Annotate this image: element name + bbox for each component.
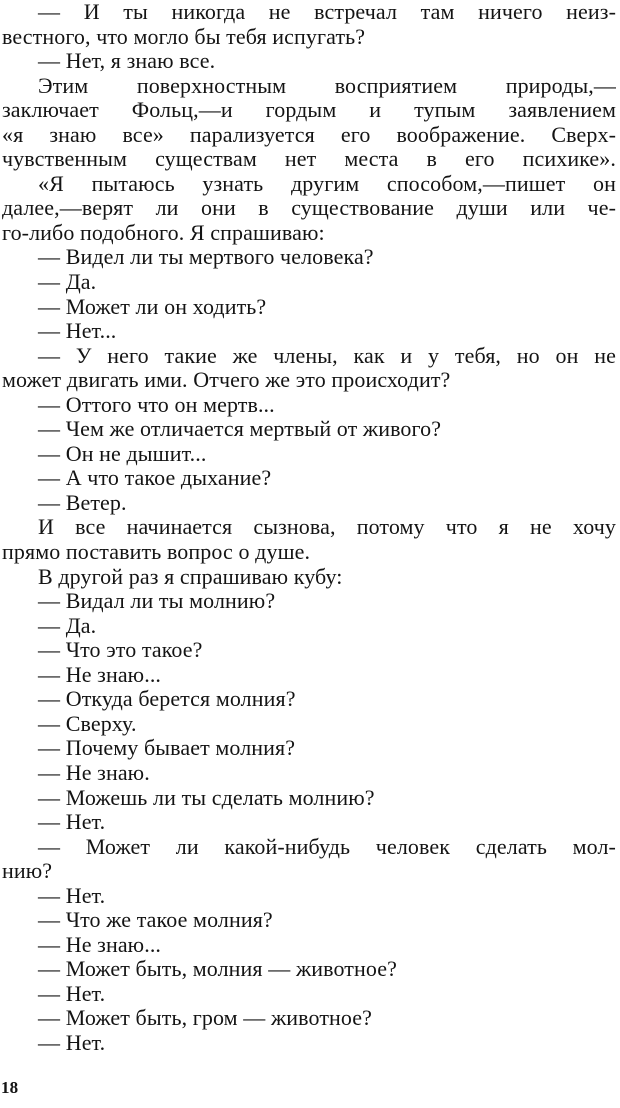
- text-line: — Почему бывает молния?: [38, 736, 296, 761]
- text-line: — А что такое дыхание?: [38, 466, 272, 491]
- text-line: чувственным существам нет места в его психике».: [2, 147, 616, 172]
- text-line: — Чем же отличается мертвый от живого?: [38, 417, 442, 442]
- text-line: — Может ли какой-нибудь человек сделать мол-: [38, 834, 616, 859]
- text-line: — Оттого что он мертв...: [38, 392, 275, 417]
- text-line: заключает Фольц,—и гордым и тупым заявлением: [2, 98, 616, 123]
- text-line: — Что это такое?: [38, 638, 203, 663]
- text-line: — Сверху.: [38, 711, 137, 736]
- text-line: Этим поверхностным восприятием природы,—: [38, 73, 616, 98]
- text-line: — И ты никогда не встречал там ничего неиз-: [38, 0, 616, 24]
- text-line: — Нет.: [38, 1030, 106, 1055]
- text-line: — Не знаю...: [38, 662, 162, 687]
- text-line: — Видал ли ты молнию?: [38, 589, 276, 614]
- text-line: — Что же такое молния?: [38, 908, 273, 933]
- text-line: — У него такие же члены, как и у тебя, но он не: [38, 343, 616, 368]
- text-line: го-либо подобного. Я спрашиваю:: [2, 220, 325, 245]
- text-line: — Откуда берется молния?: [38, 687, 296, 712]
- text-line: В другой раз я спрашиваю кубу:: [38, 564, 343, 589]
- text-line: может двигать ими. Отчего же это происходит?: [2, 368, 451, 393]
- text-line: — Нет.: [38, 883, 106, 908]
- text-line: — Нет...: [38, 319, 117, 344]
- text-line: «Я пытаюсь узнать другим способом,—пишет он: [38, 171, 616, 196]
- text-line: далее,—верят ли они в существование души или че-: [2, 196, 616, 221]
- text-line: — Он не дышит...: [38, 441, 207, 466]
- body-text: [2, 0, 616, 1056]
- text-line: — Не знаю...: [38, 932, 162, 957]
- text-line: вестного, что могло бы тебя испугать?: [2, 24, 366, 49]
- text-line: нию?: [2, 859, 53, 884]
- text-line: — Да.: [38, 270, 97, 295]
- text-line: — Не знаю.: [38, 760, 150, 785]
- text-line: — Нет.: [38, 810, 106, 835]
- text-line: — Может ли он ходить?: [38, 294, 267, 319]
- text-line: — Может быть, молния — животное?: [38, 957, 397, 982]
- text-line: — Нет.: [38, 981, 106, 1006]
- text-line: «я знаю все» парализуется его воображение. Сверх-: [2, 122, 616, 147]
- text-line: — Ветер.: [38, 490, 127, 515]
- text-line: прямо поставить вопрос о душе.: [2, 540, 311, 565]
- text-line: — Можешь ли ты сделать молнию?: [38, 785, 375, 810]
- text-line: И все начинается сызнова, потому что я не хочу: [38, 515, 616, 540]
- text-line: — Видел ли ты мертвого человека?: [38, 245, 374, 270]
- text-line: — Нет, я знаю все.: [38, 49, 216, 74]
- text-line: — Может быть, гром — животное?: [38, 1006, 373, 1031]
- page-number: 18: [1, 1078, 19, 1097]
- text-line: — Да.: [38, 613, 97, 638]
